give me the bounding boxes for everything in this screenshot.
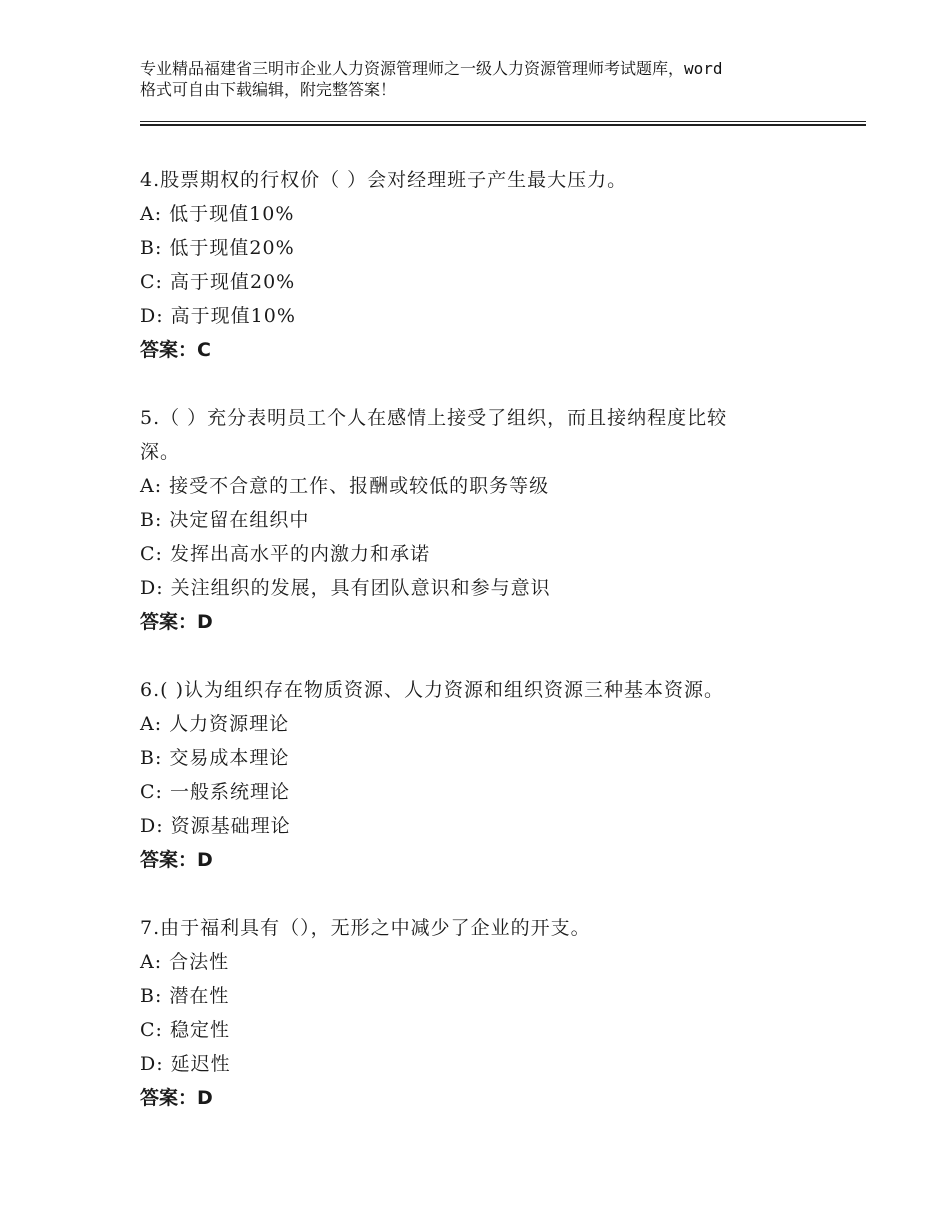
- question-5: [140, 401, 800, 639]
- document-header: [140, 58, 830, 100]
- option-a: A: 低于现值10%: [140, 203, 295, 225]
- answer-label: 答案：D: [140, 849, 213, 871]
- option-c: C: 高于现值20%: [140, 271, 296, 293]
- option-d: D: 关注组织的发展，具有团队意识和参与意识: [140, 577, 551, 599]
- option-b: B: 决定留在组织中: [140, 509, 310, 531]
- header-divider-thick: [140, 124, 866, 126]
- header-divider-thin: [140, 121, 866, 122]
- question-4: [140, 163, 800, 367]
- option-c: C: 发挥出高水平的内激力和承诺: [140, 543, 430, 565]
- option-d: D: 高于现值10%: [140, 305, 296, 327]
- option-a: A: 接受不合意的工作、报酬或较低的职务等级: [140, 475, 550, 497]
- question-stem: 7.由于福利具有（），无形之中减少了企业的开支。: [140, 917, 591, 939]
- option-a: A: 人力资源理论: [140, 713, 290, 735]
- option-d: D: 延迟性: [140, 1053, 231, 1075]
- question-7: [140, 911, 800, 1115]
- question-stem-line-1: 5.（ ）充分表明员工个人在感情上接受了组织，而且接纳程度比较: [140, 407, 728, 429]
- option-c: C: 稳定性: [140, 1019, 230, 1041]
- option-b: B: 潜在性: [140, 985, 230, 1007]
- option-d: D: 资源基础理论: [140, 815, 291, 837]
- answer-label: 答案：C: [140, 339, 211, 361]
- answer-label: 答案：D: [140, 611, 213, 633]
- question-stem: 4.股票期权的行权价（ ）会对经理班子产生最大压力。: [140, 169, 628, 191]
- question-list: [140, 163, 800, 1149]
- question-stem: 6.( )认为组织存在物质资源、人力资源和组织资源三种基本资源。: [140, 679, 724, 701]
- header-line-1: 专业精品福建省三明市企业人力资源管理师之一级人力资源管理师考试题库，word: [140, 59, 723, 78]
- question-stem-line-2: 深。: [140, 441, 181, 463]
- option-c: C: 一般系统理论: [140, 781, 290, 803]
- option-b: B: 低于现值20%: [140, 237, 295, 259]
- option-a: A: 合法性: [140, 951, 230, 973]
- header-line-2: 格式可自由下载编辑，附完整答案！: [140, 80, 397, 99]
- question-6: [140, 673, 800, 877]
- option-b: B: 交易成本理论: [140, 747, 290, 769]
- answer-label: 答案：D: [140, 1087, 213, 1109]
